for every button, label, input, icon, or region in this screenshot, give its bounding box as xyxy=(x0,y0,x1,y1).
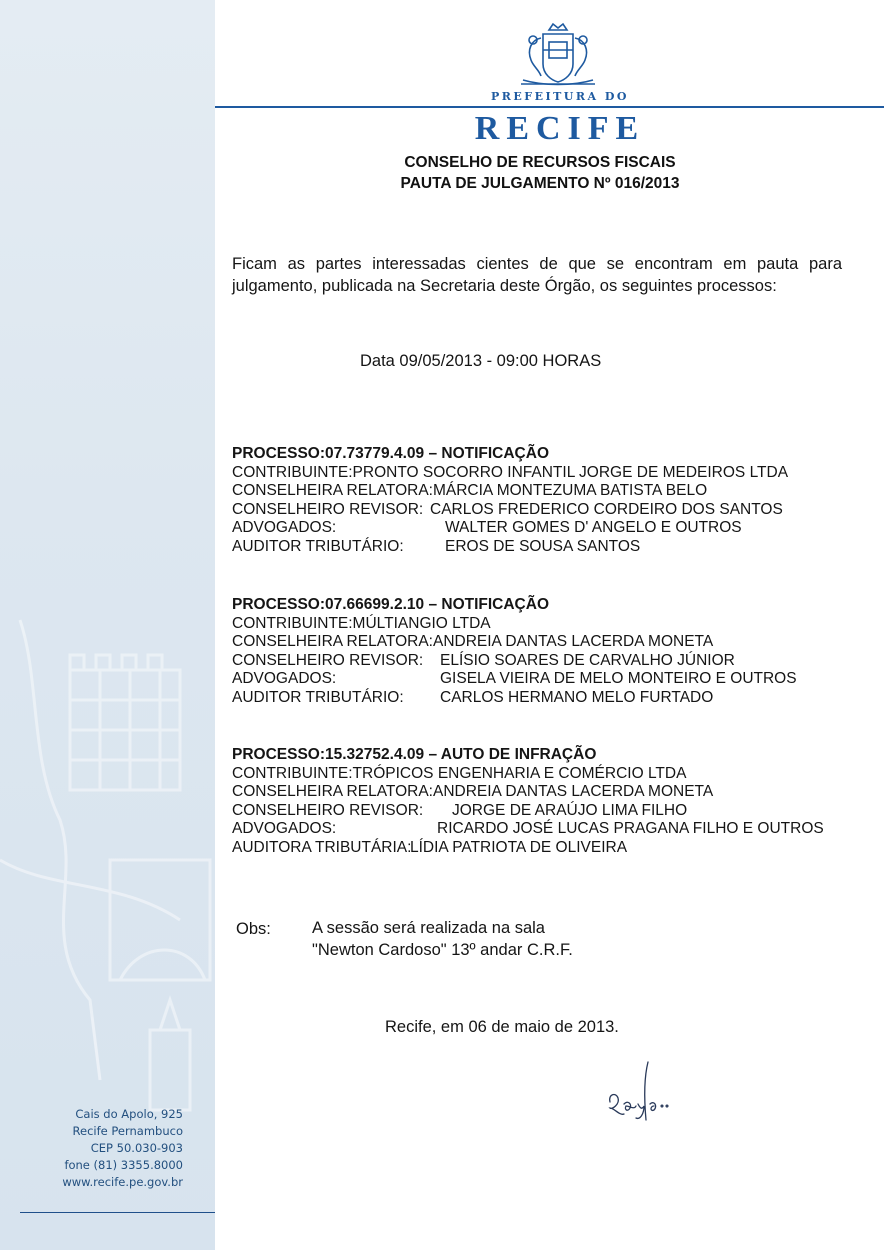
castle-watermark xyxy=(0,560,215,1160)
process-block-3 xyxy=(232,746,872,857)
process-relatora: CONSELHEIRA RELATORA:ANDREIA DANTAS LACERDA MONETA xyxy=(232,783,714,800)
session-date: Data 09/05/2013 - 09:00 HORAS xyxy=(360,352,602,370)
revisor-value: CARLOS FREDERICO CORDEIRO DOS SANTOS xyxy=(430,500,783,518)
process-header: PROCESSO:07.66699.2.10 – NOTIFICAÇÃO xyxy=(232,596,550,613)
city-wordmark: RECIFE xyxy=(474,110,646,147)
advogados-label: ADVOGADOS: xyxy=(232,670,337,687)
address-block xyxy=(62,1106,183,1191)
document-subtitle: PAUTA DE JULGAMENTO Nº 016/2013 xyxy=(400,175,680,192)
process-relatora: CONSELHEIRA RELATORA:MÁRCIA MONTEZUMA BATISTA BELO xyxy=(232,482,708,499)
address-cep: CEP 50.030-903 xyxy=(90,1141,183,1155)
process-block-2 xyxy=(232,596,872,707)
auditor-label: AUDITORA TRIBUTÁRIA: xyxy=(232,838,412,856)
document-title: CONSELHO DE RECURSOS FISCAIS xyxy=(404,154,676,171)
address-city: Recife Pernambuco xyxy=(72,1124,183,1138)
obs-line-1: A sessão será realizada na sala xyxy=(312,919,545,937)
revisor-value: JORGE DE ARAÚJO LIMA FILHO xyxy=(452,801,688,819)
auditor-value: EROS DE SOUSA SANTOS xyxy=(445,537,641,555)
auditor-value: LÍDIA PATRIOTA DE OLIVEIRA xyxy=(410,838,628,856)
process-header: PROCESSO:15.32752.4.09 – AUTO DE INFRAÇÃO xyxy=(232,746,597,763)
obs-text xyxy=(312,917,573,961)
advogados-value: RICARDO JOSÉ LUCAS PRAGANA FILHO E OUTROS xyxy=(437,820,824,837)
process-contribuinte: CONTRIBUINTE:PRONTO SOCORRO INFANTIL JORGE DE MEDEIROS LTDA xyxy=(232,463,789,481)
prefeitura-label: PREFEITURA DO xyxy=(490,90,630,103)
revisor-value: ELÍSIO SOARES DE CARVALHO JÚNIOR xyxy=(440,651,735,669)
process-block-1 xyxy=(232,445,872,556)
process-relatora: CONSELHEIRA RELATORA:ANDREIA DANTAS LACERDA MONETA xyxy=(232,633,714,650)
revisor-label: CONSELHEIRO REVISOR: xyxy=(232,651,424,669)
signature-icon xyxy=(600,1058,690,1128)
advogados-value: GISELA VIEIRA DE MELO MONTEIRO E OUTROS xyxy=(440,670,797,687)
revisor-label: CONSELHEIRO REVISOR: xyxy=(232,801,424,819)
address-phone: fone (81) 3355.8000 xyxy=(64,1158,183,1172)
address-website: www.recife.pe.gov.br xyxy=(62,1175,183,1189)
sidebar-rule xyxy=(20,1212,215,1213)
process-contribuinte: CONTRIBUINTE:MÚLTIANGIO LTDA xyxy=(232,614,491,632)
obs-line-2: "Newton Cardoso" 13º andar C.R.F. xyxy=(312,941,573,959)
obs-label: Obs: xyxy=(236,920,271,938)
advogados-value: WALTER GOMES D' ANGELO E OUTROS xyxy=(445,519,742,536)
signed-date: Recife, em 06 de maio de 2013. xyxy=(385,1018,619,1036)
intro-paragraph: Ficam as partes interessadas cientes de que se encontram em pauta para julgamento, publicada na Secretaria deste Órgão, os seguintes processos: xyxy=(232,255,842,295)
advogados-label: ADVOGADOS: xyxy=(232,820,337,837)
process-contribuinte: CONTRIBUINTE:TRÓPICOS ENGENHARIA E COMÉRCIO LTDA xyxy=(232,764,687,782)
sidebar xyxy=(0,0,215,1250)
address-street: Cais do Apolo, 925 xyxy=(75,1107,183,1121)
advogados-label: ADVOGADOS: xyxy=(232,519,337,536)
header-rule xyxy=(215,106,884,108)
auditor-label: AUDITOR TRIBUTÁRIO: xyxy=(232,537,404,555)
process-header: PROCESSO:07.73779.4.09 – NOTIFICAÇÃO xyxy=(232,445,550,462)
auditor-label: AUDITOR TRIBUTÁRIO: xyxy=(232,688,404,706)
coat-of-arms-icon xyxy=(513,20,603,88)
revisor-label: CONSELHEIRO REVISOR: xyxy=(232,500,424,518)
auditor-value: CARLOS HERMANO MELO FURTADO xyxy=(440,688,714,706)
